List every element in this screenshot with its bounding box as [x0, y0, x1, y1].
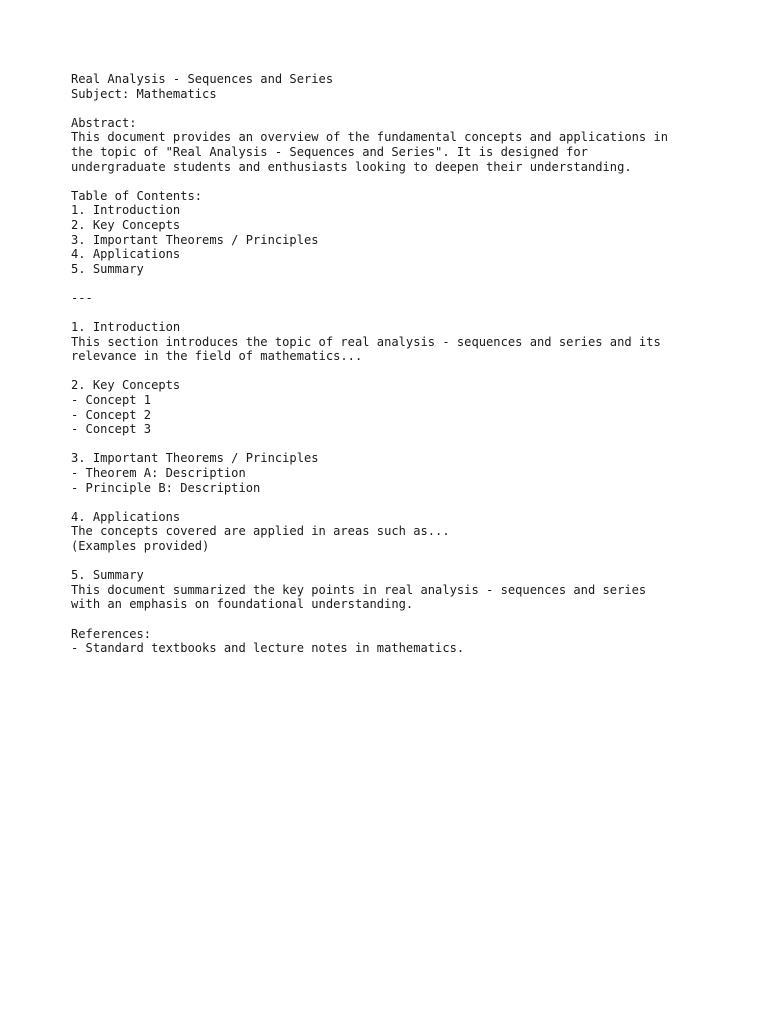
abstract-section — [71, 116, 711, 174]
spacer — [71, 612, 711, 627]
toc-item: 5. Summary — [71, 261, 144, 276]
list-item: - Theorem A: Description — [71, 466, 246, 481]
section-line: This document summarized the key points in real analysis - sequences and series — [71, 582, 647, 597]
spacer — [71, 437, 711, 452]
abstract-line: This document provides an overview of the fundamental concepts and applications in — [71, 130, 669, 145]
summary-section — [71, 568, 711, 612]
toc-item: 2. Key Concepts — [71, 217, 181, 232]
table-of-contents — [71, 189, 711, 277]
introduction-section — [71, 320, 711, 364]
section-line: with an emphasis on foundational understanding. — [71, 597, 414, 612]
spacer — [71, 554, 711, 569]
section-heading: 5. Summary — [71, 568, 144, 583]
list-item: - Concept 2 — [71, 407, 152, 422]
spacer — [71, 101, 711, 116]
section-line: The concepts covered are applied in areas such as... — [71, 524, 450, 539]
toc-item: 3. Important Theorems / Principles — [71, 232, 319, 247]
section-line: This section introduces the topic of real analysis - sequences and series and its — [71, 334, 661, 349]
section-heading: 4. Applications — [71, 509, 181, 524]
section-heading: 3. Important Theorems / Principles — [71, 451, 319, 466]
applications-section — [71, 510, 711, 554]
key-concepts-section — [71, 378, 711, 436]
document-title: Real Analysis - Sequences and Series — [71, 72, 334, 86]
references-section — [71, 627, 711, 656]
spacer — [71, 306, 711, 321]
list-item: - Concept 1 — [71, 393, 152, 408]
section-line: (Examples provided) — [71, 539, 210, 553]
separator: --- — [71, 290, 93, 305]
spacer — [71, 174, 711, 189]
list-item: - Principle B: Description — [71, 480, 261, 495]
abstract-line: the topic of "Real Analysis - Sequences and Series". It is designed for — [71, 144, 588, 159]
abstract-line: undergraduate students and enthusiasts looking to deepen their understanding. — [71, 159, 632, 174]
toc-heading: Table of Contents: — [71, 188, 203, 203]
reference-item: - Standard textbooks and lecture notes in mathematics. — [71, 641, 465, 656]
section-heading: 2. Key Concepts — [71, 378, 181, 393]
list-item: - Concept 3 — [71, 422, 152, 437]
references-heading: References: — [71, 626, 152, 641]
document-subject: Subject: Mathematics — [71, 86, 217, 101]
theorems-section — [71, 451, 711, 495]
toc-item: 1. Introduction — [71, 203, 181, 218]
spacer — [71, 364, 711, 379]
toc-item: 4. Applications — [71, 247, 181, 262]
document-page — [71, 72, 711, 656]
section-heading: 1. Introduction — [71, 320, 181, 335]
abstract-heading: Abstract: — [71, 115, 137, 130]
spacer — [71, 276, 711, 291]
spacer — [71, 495, 711, 510]
section-line: relevance in the field of mathematics... — [71, 349, 363, 364]
